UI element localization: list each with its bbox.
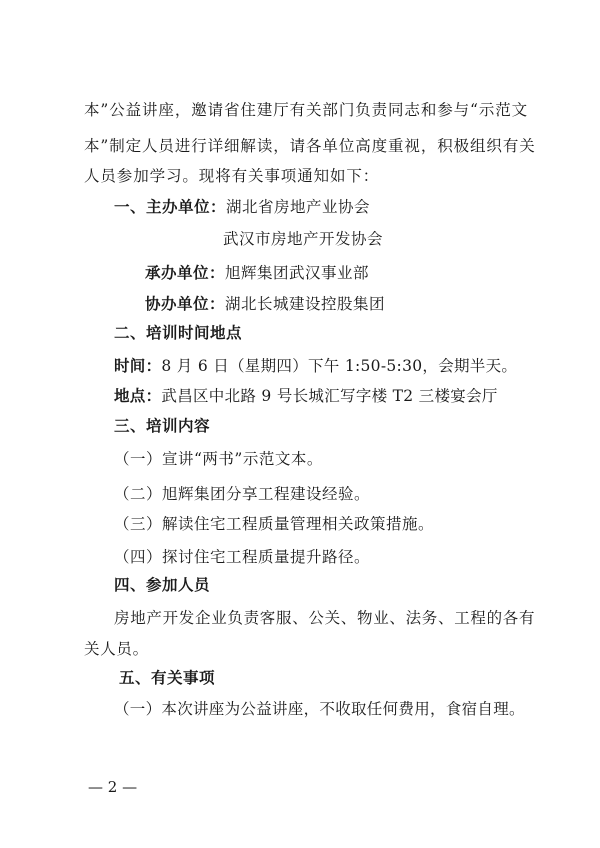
undertaker-label: 承办单位： [145, 263, 226, 282]
matters-item-1: （一）本次讲座为公益讲座，不收取任何费用，食宿自理。 [114, 700, 525, 718]
attendees-line-1: 房地产开发企业负责客服、公关、物业、法务、工程的各有 [114, 609, 536, 627]
time-label: 时间： [114, 356, 162, 375]
content-item: （三）解读住宅工程质量管理相关政策措施。 [114, 515, 435, 533]
attendees-heading: 四、参加人员 [114, 575, 211, 594]
content-item: （二）旭辉集团分享工程建设经验。 [114, 485, 371, 503]
content-item: （四）探讨住宅工程质量提升路径。 [114, 548, 371, 566]
time-value: 8 月 6 日（星期四）下午 1:50-5:30，会期半天。 [161, 357, 518, 375]
co-organizer-value: 湖北长城建设控股集团 [225, 295, 386, 313]
time-place-heading: 二、培训时间地点 [114, 323, 243, 342]
place-label: 地点： [114, 386, 162, 405]
intro-line-1: 本”公益讲座，邀请省住建厅有关部门负责同志和参与“示范文 [84, 101, 529, 119]
intro-line-2: 本”制定人员进行详细解读，请各单位高度重视，积极组织有关 [84, 137, 536, 155]
organizers-heading: 一、主办单位： [114, 197, 227, 216]
organizers-row-co [0, 294, 600, 314]
co-organizer-label: 协办单位： [145, 294, 226, 313]
place-value: 武昌区中北路 9 号长城汇写字楼 T2 三楼宴会厅 [161, 387, 498, 405]
matters-heading: 五、有关事项 [119, 668, 216, 687]
organizers-row-host [0, 197, 600, 217]
host-organizer-1: 湖北省房地产业协会 [226, 198, 371, 216]
time-row [0, 356, 600, 376]
content-heading: 三、培训内容 [114, 416, 211, 435]
intro-line-3: 人员参加学习。现将有关事项通知如下： [84, 167, 380, 185]
content-item: （一）宣讲“两书”示范文本。 [114, 450, 323, 468]
attendees-line-2: 关人员。 [84, 640, 149, 658]
page-number: — 2 — [88, 778, 138, 796]
organizers-row-undertaker [0, 263, 600, 283]
place-row [0, 386, 600, 406]
host-organizer-2: 武汉市房地产开发协会 [223, 230, 384, 248]
undertaker-value: 旭辉集团武汉事业部 [225, 264, 370, 282]
